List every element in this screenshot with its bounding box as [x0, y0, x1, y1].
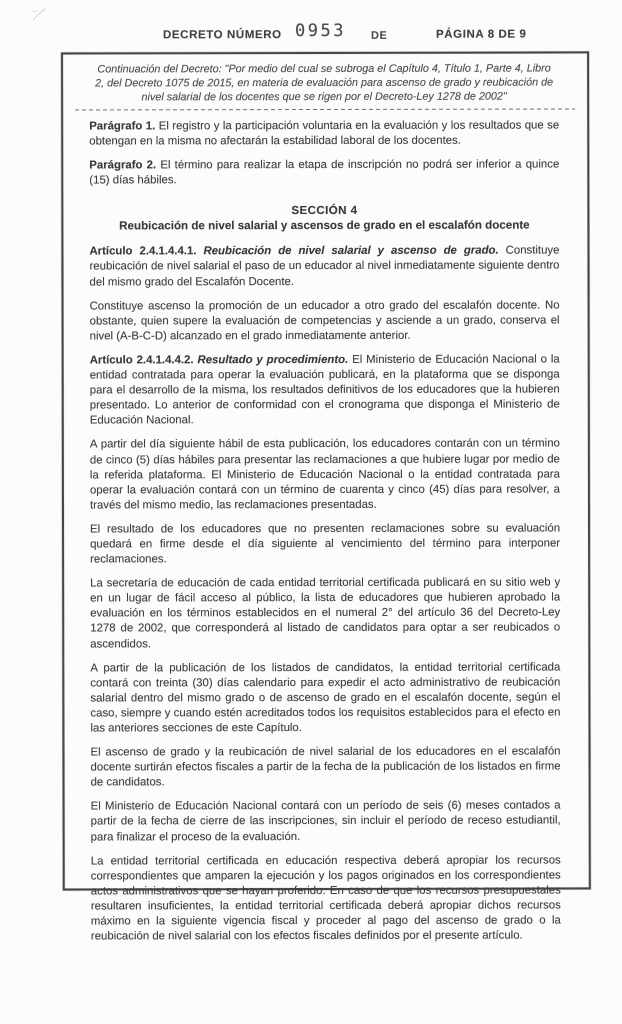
paragraph-lead: Parágrafo 2.	[89, 159, 157, 172]
article-title: Reubicación de nivel salarial y ascenso de grado.	[196, 244, 499, 258]
continuation-note: Continuación del Decreto: "Por medio del cual se subroga el Capítulo 4, Título 1, Parte 4, Libro 2, del Decreto 1075 de 2015, en materia de evaluación para ascenso de grado y reubicación de nivel salarial de los docentes que se rigen por el Decreto-Ley 1278 de 2002"	[95, 62, 554, 104]
paragraph-recursos-presupuestales	[91, 853, 561, 945]
paragraph-periodo-seis-meses	[91, 799, 561, 845]
paragraph-paragrafo-2	[89, 158, 559, 189]
paragraph-listados-candidatos	[90, 660, 560, 736]
article-lead: Artículo 2.4.1.4.4.2.	[89, 354, 194, 367]
paragraph-text: El registro y la participación voluntaria en la evaluación y los resultados que se obtengan en la misma no afectarán la estabilidad laboral de los docentes.	[89, 119, 560, 148]
paragraph-resultado-en-firme	[90, 521, 560, 567]
paragraph-text: El término para realizar la etapa de inscripción no podrá ser inferior a quince (15) días hábiles.	[89, 158, 560, 187]
paragraph-articulo-2-4-1-4-4-2	[90, 352, 560, 428]
paragraph-efectos-fiscales	[90, 745, 560, 791]
page-number-indicator: PÁGINA 8 DE 9	[435, 28, 527, 41]
section-heading	[89, 204, 559, 233]
article-lead: Artículo 2.4.1.4.4.1.	[89, 245, 197, 258]
section-title: Reubicación de nivel salarial y ascensos de grado en el escalafón docente	[119, 218, 530, 233]
paragraph-text: A partir de la publicación de los listados de candidatos, la entidad territorial certificada contará con treinta (30) días calendario para expedir el acto administrativo de reubicación salarial dentro del mismo grado o de ascenso de grado en el escalafón docente, según el caso, siempre y cuando estén acreditados todos los requisitos establecidos para el efecto en las anteriores secciones de este Capítulo.	[90, 661, 561, 735]
paragraph-text: A partir del día siguiente hábil de esta publicación, los educadores contarán con un término de cinco (5) días hábiles para presentar las reclamaciones a que hubiere lugar por medio de la referida plataforma. El Ministerio de Educación Nacional o la entidad contratada para operar la evaluación contará con un término de cuarenta y cinco (45) días para resolver, a través del mismo medio, las reclamaciones presentadas.	[89, 437, 560, 512]
section-number: SECCIÓN 4	[291, 204, 358, 218]
paragraph-paragrafo-1	[89, 118, 559, 149]
paragraph-articulo-2-4-1-4-4-1	[89, 244, 559, 290]
article-title: Resultado y procedimiento.	[193, 353, 349, 367]
decree-de-label: DE	[370, 29, 388, 42]
paragraph-reclamaciones	[90, 437, 560, 513]
paragraph-text: La entidad territorial certificada en educación respectiva deberá apropiar los recursos correspondientes que amparen la ejecución y los pagos originados en los correspondientes actos administrativos que se hayan proferido. En caso de que los recursos presupuestales resultaren insuficientes, la entidad territorial certificada deberá apropiar dichos recursos máximo en la siguiente vigencia fiscal y proceder al pago del ascenso de grado o la reubicación de nivel salarial con los efectos fiscales definidos por el presente artículo.	[90, 854, 561, 943]
paragraph-text: El resultado de los educadores que no presenten reclamaciones sobre su evaluación quedará en firme desde el día siguiente al vencimiento del término para interponer reclamaciones.	[90, 522, 561, 566]
paragraph-text: La secretaría de educación de cada entidad territorial certificada publicará en su sitio web y en un lugar de fácil acceso al público, la lista de educadores que hubieren aprobado la evaluación en los términos establecidos en el numeral 2° del artículo 36 del Decreto-Ley 1278 de 2002, que corresponderá al listado de candidatos para optar a ser reubicados o ascendidos.	[90, 576, 561, 650]
dashed-separator	[75, 108, 575, 110]
paragraph-text: Constituye ascenso la promoción de un educador a otro grado del escalafón docente. No obstante, quien supere la evaluación de competencias y asciende a un grado, conserva el nivel (A-B-C-D) alcanzado en el grado inmediatamente anterior.	[89, 299, 560, 343]
paragraph-text: El Ministerio de Educación Nacional o la entidad contratada para operar la evaluación publicará, en la plataforma que se disponga para el desarrollo de la misma, los resultados definitivos de los educadores que la hubieren presentado. Lo anterior de conformidad con el cronograma que disponga el Ministerio de Educación Nacional.	[89, 353, 560, 427]
decree-number-stamp: 0953	[294, 20, 346, 42]
paragraph-text: Constituye reubicación de nivel salarial el paso de un educador al nivel inmediatamente siguiente dentro del mismo grado del Escalafón Docente.	[89, 244, 560, 289]
paragraph-secretaria-educacion	[90, 576, 560, 652]
paragraph-text: El ascenso de grado y la reubicación de nivel salarial de los educadores en el escalafón docente surtirán efectos fiscales a partir de la fecha de la publicación de los listados en firme de candidatos.	[90, 745, 561, 789]
paragraph-lead: Parágrafo 1.	[89, 120, 156, 133]
page-header	[0, 0, 621, 51]
decree-label: DECRETO NÚMERO	[162, 29, 282, 42]
document-border-box	[61, 51, 591, 943]
paragraph-text: El Ministerio de Educación Nacional contará con un período de seis (6) meses contados a partir de la fecha de cierre de las inscripciones, sin incluir el período de receso estudiantil, para finalizar el proceso de la evaluación.	[90, 799, 561, 844]
paragraph-constituye-ascenso	[90, 298, 560, 344]
